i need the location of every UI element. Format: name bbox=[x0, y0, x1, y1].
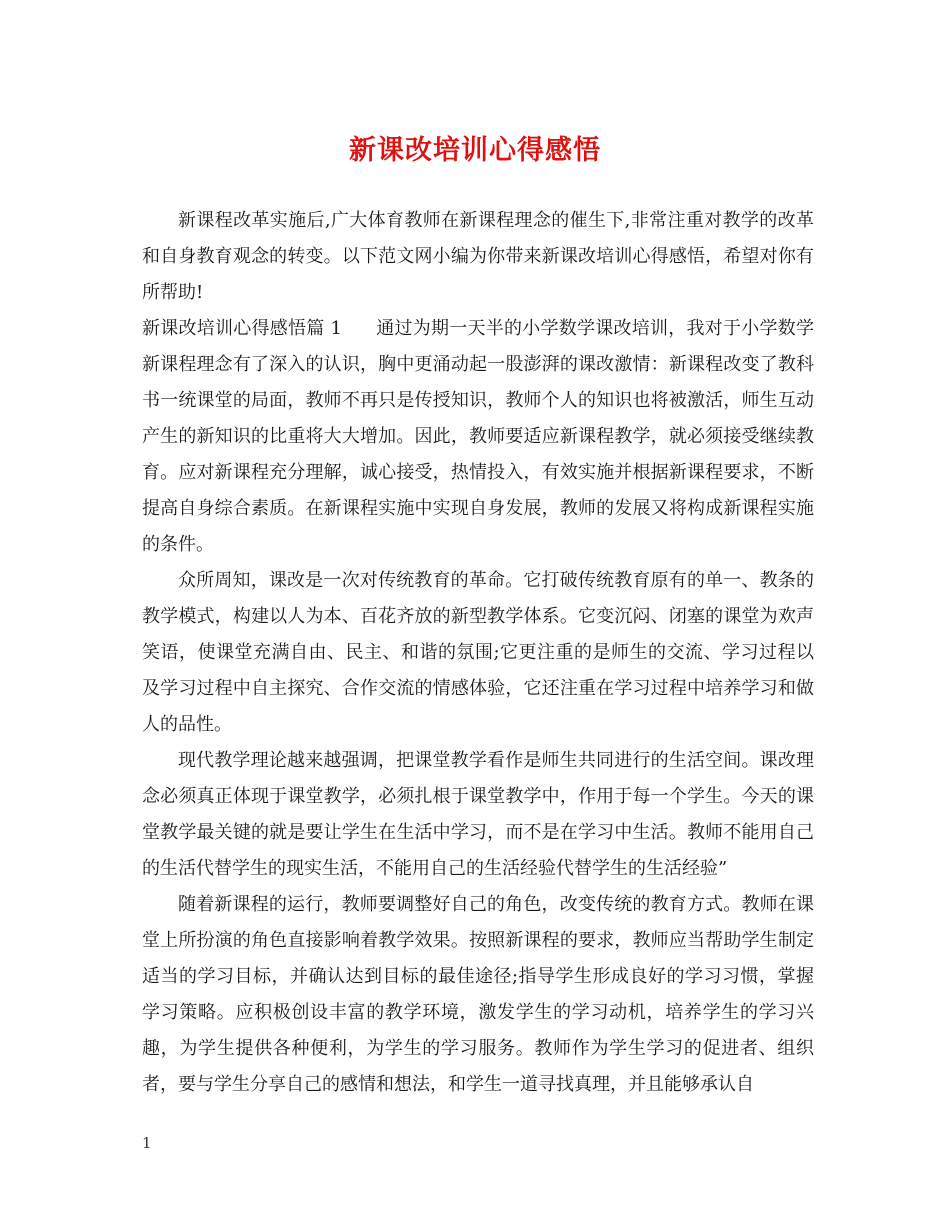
section-1-heading: 新课改培训心得感悟篇 1 bbox=[142, 318, 342, 339]
section-1-paragraph bbox=[142, 311, 814, 563]
paragraph-4: 随着新课程的运行，教师要调整好自己的角色，改变传统的教育方式。教师在课堂上所扮演的角色直接影响着教学效果。按照新课程的要求，教师应当帮助学生制定适当的学习目标，并确认达到目标的最佳途径;指导学生形成良好的学习习惯，掌握学习策略。应积极创设丰富的教学环境，激发学生的学习动机，培养学生的学习兴趣，为学生提供各种便利，为学生的学习服务。教师作为学生学习的促进者、组织者，要与学生分享自己的感情和想法，和学生一道寻找真理，并且能够承认自 bbox=[142, 894, 814, 1095]
intro-paragraph: 新课程改革实施后,广大体育教师在新课程理念的催生下,非常注重对教学的改革和自身教育观念的转变。以下范文网小编为你带来新课改培训心得感悟，希望对你有所帮助! bbox=[142, 210, 814, 303]
section-1-text: 通过为期一天半的小学数学课改培训，我对于小学数学新课程理念有了深入的认识，胸中更涌动起一股澎湃的课改激情：新课程改变了教科书一统课堂的局面，教师不再只是传授知识，教师个人的知识也将被激活，师生互动产生的新知识的比重将大大增加。因此，教师要适应新课程教学，就必须接受继续教育。应对新课程充分理解，诚心接受，热情投入，有效实施并根据新课程要求，不断提高自身综合素质。在新课程实施中实现自身发展，教师的发展又将构成新课程实施的条件。 bbox=[142, 318, 814, 555]
paragraph-3: 现代教学理论越来越强调，把课堂教学看作是师生共同进行的生活空间。课改理念必须真正体现于课堂教学，必须扎根于课堂教学中，作用于每一个学生。今天的课堂教学最关键的就是要让学生在生活中学习，而不是在学习中生活。教师不能用自己的生活代替学生的现实生活，不能用自己的生活经验代替学生的生活经验” bbox=[142, 750, 814, 879]
document-body bbox=[142, 203, 814, 1103]
page-number: 1 bbox=[142, 1134, 152, 1152]
paragraph-2: 众所周知，课改是一次对传统教育的革命。它打破传统教育原有的单一、教条的教学模式，构建以人为本、百花齐放的新型教学体系。它变沉闷、闭塞的课堂为欢声笑语，使课堂充满自由、民主、和谐的氛围;它更注重的是师生的交流、学习过程以及学习过程中自主探究、合作交流的情感体验，它还注重在学习过程中培养学习和做人的品性。 bbox=[142, 570, 814, 735]
document-title: 新课改培训心得感悟 bbox=[349, 135, 601, 166]
